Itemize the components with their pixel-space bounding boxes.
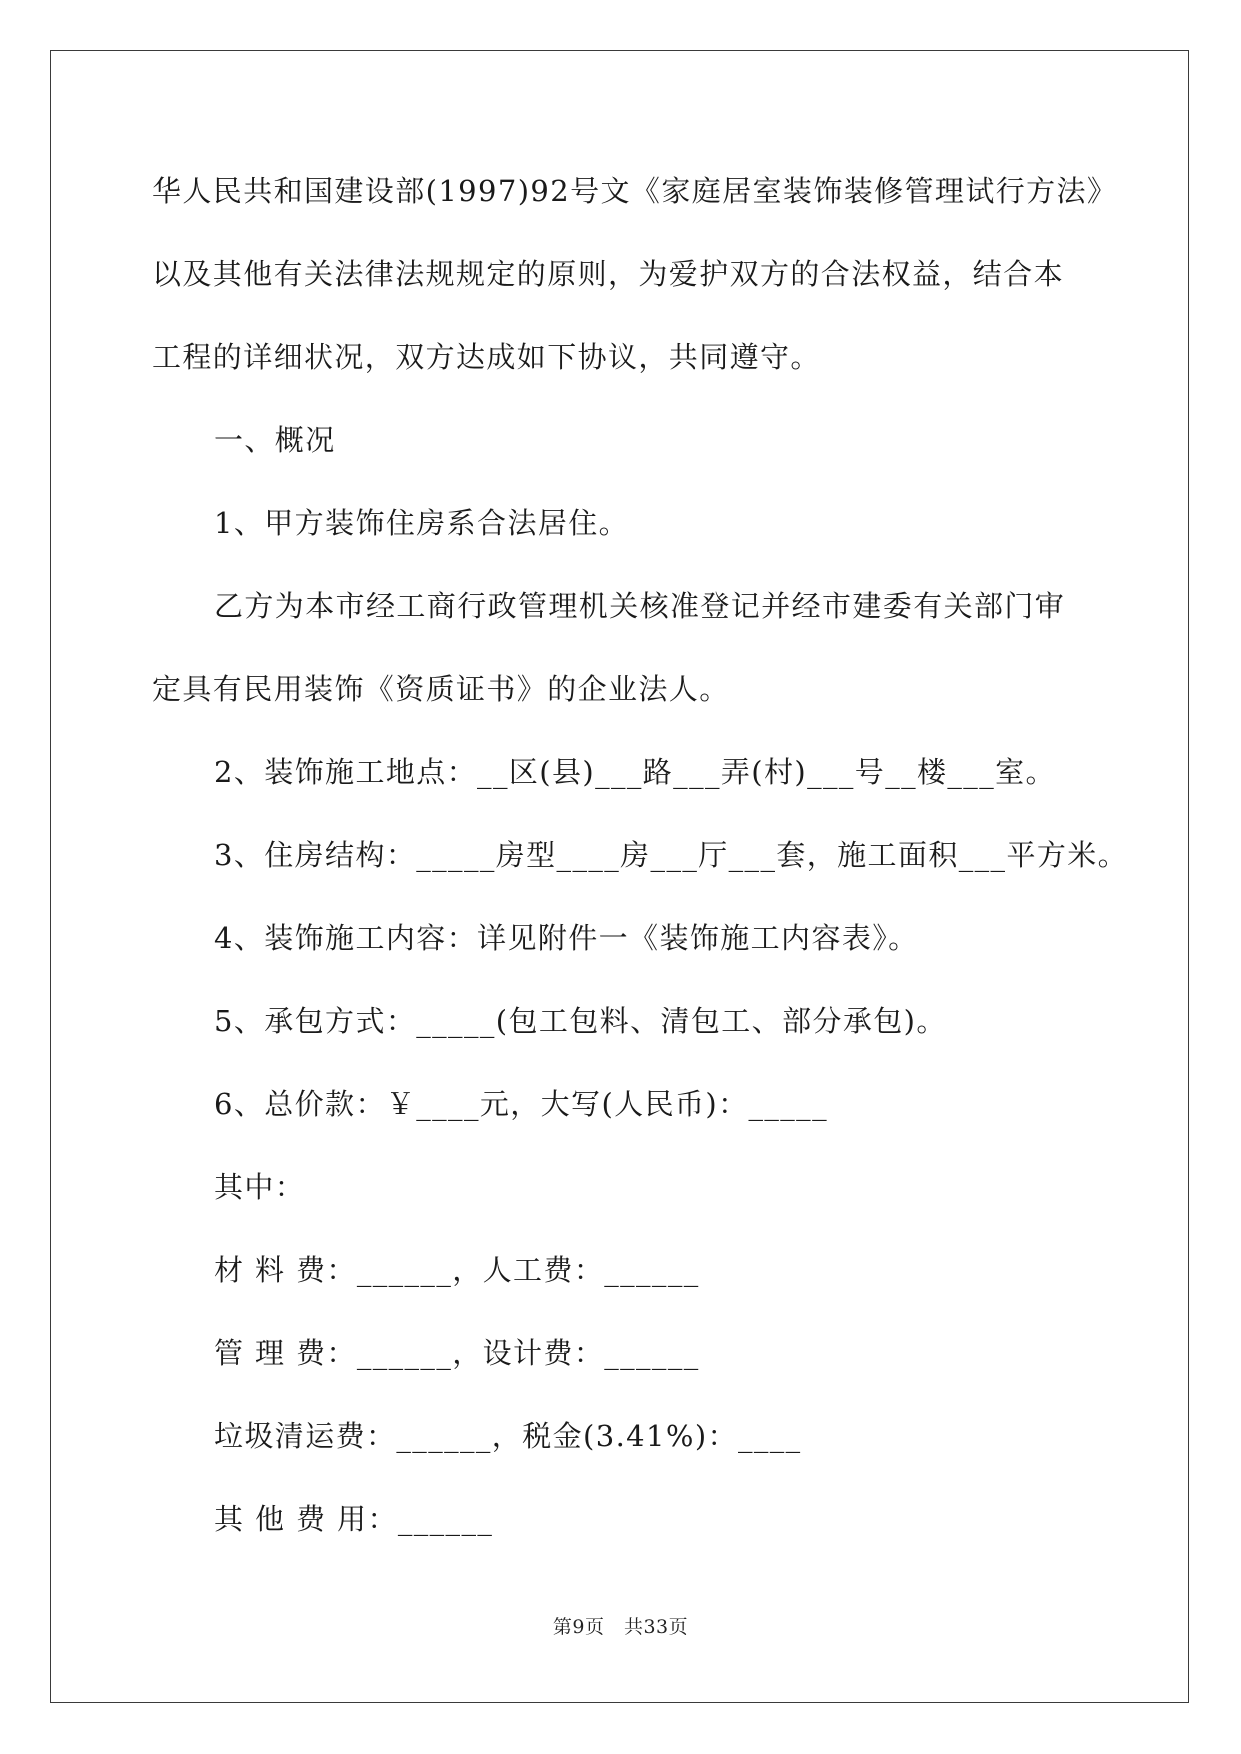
paragraph-line: 2、装饰施工地点：__区(县)___路___弄(村)___号__楼___室。	[214, 755, 1056, 789]
page-number: 第9页 共33页	[552, 1616, 689, 1638]
paragraph-line: 其 他 费 用：______	[214, 1502, 494, 1536]
paragraph-line: 乙方为本市经工商行政管理机关核准登记并经市建委有关部门审	[214, 589, 1066, 623]
paragraph-line: 1、甲方装饰住房系合法居住。	[214, 506, 630, 540]
paragraph-line: 6、总价款：￥____元，大写(人民币)：_____	[214, 1087, 828, 1121]
paragraph-line: 定具有民用装饰《资质证书》的企业法人。	[152, 672, 730, 706]
paragraph-line: 材 料 费：______，人工费：______	[214, 1253, 700, 1287]
paragraph-line: 以及其他有关法律法规规定的原则，为爱护双方的合法权益，结合本	[152, 257, 1065, 291]
paragraph-line: 5、承包方式：_____(包工包料、清包工、部分承包)。	[214, 1004, 947, 1038]
section-heading: 一、概况	[214, 423, 336, 457]
paragraph-line: 管 理 费：______，设计费：______	[214, 1336, 700, 1370]
paragraph-line: 4、装饰施工内容：详见附件一《装饰施工内容表》。	[214, 921, 919, 955]
document-body	[152, 164, 1129, 1575]
paragraph-line: 华人民共和国建设部(1997)92号文《家庭居室装饰装修管理试行方法》	[152, 174, 1118, 208]
paragraph-line: 其中：	[214, 1170, 306, 1204]
paragraph-line: 3、住房结构：_____房型____房___厅___套，施工面积___平方米。	[214, 838, 1129, 872]
paragraph-line: 垃圾清运费：______，税金(3.41%)：____	[214, 1419, 802, 1453]
page-footer	[0, 1612, 1241, 1639]
paragraph-line: 工程的详细状况，双方达成如下协议，共同遵守。	[152, 340, 821, 374]
